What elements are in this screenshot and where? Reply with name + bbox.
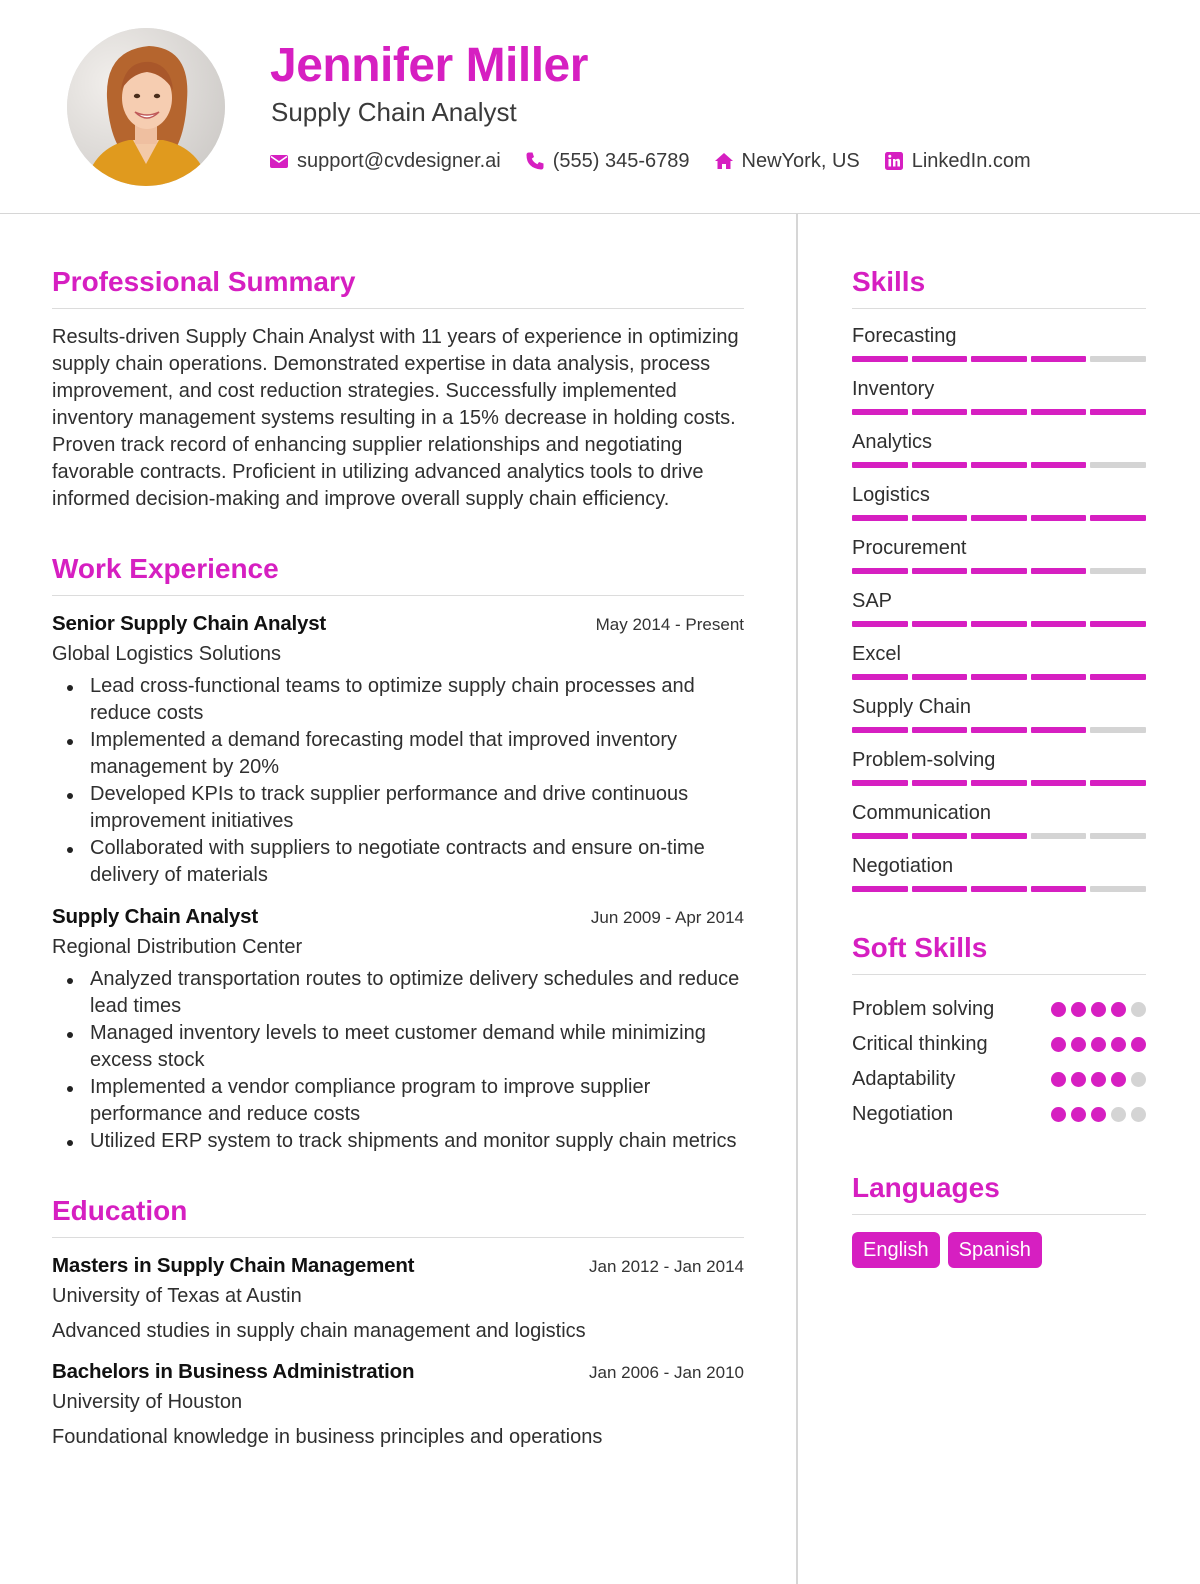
- language-tag: English: [852, 1232, 940, 1268]
- skill-level-segment: [852, 515, 908, 521]
- job-bullet: Managed inventory levels to meet customer demand while minimizing excess stock: [52, 1020, 744, 1074]
- soft-skill-item: [852, 1097, 1146, 1132]
- skill-level-bar: [852, 568, 1146, 574]
- linkedin-icon: [884, 151, 904, 171]
- skill-name: SAP: [852, 590, 893, 612]
- rating-dot: [1111, 1002, 1126, 1017]
- education-entry: [52, 1254, 744, 1344]
- skill-item: [852, 430, 1146, 468]
- contact-bar: [269, 146, 1055, 176]
- envelope-icon: [269, 151, 289, 171]
- skill-name: Procurement: [852, 537, 967, 559]
- skill-item: [852, 854, 1146, 892]
- skill-level-segment: [912, 727, 968, 733]
- soft-skill-rating: [1051, 1072, 1146, 1087]
- summary-section: [52, 264, 744, 513]
- job-title: Senior Supply Chain Analyst: [52, 612, 327, 635]
- languages-list: [852, 1232, 1146, 1268]
- candidate-name: Jennifer Miller: [270, 39, 588, 92]
- skill-level-segment: [971, 621, 1027, 627]
- school-name: University of Houston: [52, 1391, 243, 1413]
- skill-name: Forecasting: [852, 325, 957, 347]
- job-bullet: Collaborated with suppliers to negotiate contracts and ensure on-time delivery of materials: [52, 835, 744, 889]
- skill-name: Analytics: [852, 431, 933, 453]
- skill-level-segment: [971, 568, 1027, 574]
- soft-skill-item: [852, 992, 1146, 1027]
- skill-level-segment: [1031, 568, 1087, 574]
- rating-dot: [1071, 1072, 1086, 1087]
- skill-level-segment: [912, 674, 968, 680]
- rating-dot: [1111, 1072, 1126, 1087]
- contact-location[interactable]: [714, 150, 860, 173]
- skill-level-segment: [1031, 833, 1087, 839]
- job-entry: [52, 612, 744, 889]
- education-description: Advanced studies in supply chain management and logistics: [52, 1320, 586, 1342]
- skill-level-segment: [912, 568, 968, 574]
- soft-skills-heading: Soft Skills: [852, 930, 1146, 975]
- skill-level-segment: [852, 356, 908, 362]
- skill-level-segment: [912, 515, 968, 521]
- resume-header: [0, 0, 1200, 214]
- languages-section: [852, 1170, 1146, 1268]
- skill-level-segment: [852, 780, 908, 786]
- rating-dot: [1051, 1037, 1066, 1052]
- home-icon: [714, 151, 734, 171]
- skill-level-segment: [971, 462, 1027, 468]
- skill-level-segment: [852, 409, 908, 415]
- skill-level-segment: [1090, 462, 1146, 468]
- portrait-image: [67, 28, 225, 186]
- skills-section: [852, 264, 1146, 892]
- skill-level-segment: [852, 568, 908, 574]
- skill-item: [852, 801, 1146, 839]
- education-description: Foundational knowledge in business principles and operations: [52, 1426, 603, 1448]
- skill-name: Logistics: [852, 484, 930, 506]
- skill-level-segment: [1031, 462, 1087, 468]
- skill-level-segment: [912, 409, 968, 415]
- sidebar-column: [852, 264, 1146, 1268]
- skill-level-segment: [971, 833, 1027, 839]
- skill-level-bar: [852, 674, 1146, 680]
- job-bullet: Implemented a vendor compliance program to improve supplier performance and reduce costs: [52, 1074, 744, 1128]
- job-bullet: Utilized ERP system to track shipments and monitor supply chain metrics: [52, 1128, 744, 1155]
- education-dates: Jan 2006 - Jan 2010: [588, 1363, 744, 1382]
- job-dates: Jun 2009 - Apr 2014: [590, 908, 744, 927]
- job-dates: May 2014 - Present: [595, 615, 744, 634]
- rating-dot: [1091, 1002, 1106, 1017]
- skill-level-segment: [1090, 886, 1146, 892]
- skill-level-bar: [852, 356, 1146, 362]
- skills-list: [852, 324, 1146, 892]
- experience-section: [52, 551, 744, 1155]
- skill-level-segment: [971, 409, 1027, 415]
- skill-name: Inventory: [852, 378, 935, 400]
- education-dates: Jan 2012 - Jan 2014: [588, 1257, 744, 1276]
- languages-heading: Languages: [852, 1170, 1146, 1215]
- skill-level-segment: [852, 833, 908, 839]
- skill-item: [852, 324, 1146, 362]
- contact-email-text: support@cvdesigner.ai: [297, 149, 501, 172]
- skill-level-segment: [912, 356, 968, 362]
- soft-skill-rating: [1051, 1037, 1146, 1052]
- job-company: Regional Distribution Center: [52, 936, 303, 958]
- rating-dot: [1051, 1002, 1066, 1017]
- school-name: University of Texas at Austin: [52, 1285, 302, 1307]
- skill-item: [852, 589, 1146, 627]
- skill-level-segment: [1090, 833, 1146, 839]
- skill-level-segment: [1090, 674, 1146, 680]
- rating-dot: [1071, 1037, 1086, 1052]
- rating-dot: [1131, 1107, 1146, 1122]
- rating-dot: [1131, 1072, 1146, 1087]
- skill-item: [852, 377, 1146, 415]
- skill-level-segment: [1090, 356, 1146, 362]
- skill-level-segment: [1090, 727, 1146, 733]
- rating-dot: [1131, 1002, 1146, 1017]
- contact-linkedin-text: LinkedIn.com: [911, 149, 1031, 172]
- job-title: Supply Chain Analyst: [52, 905, 258, 928]
- skill-level-segment: [1090, 515, 1146, 521]
- skill-level-segment: [1031, 515, 1087, 521]
- contact-email[interactable]: [269, 150, 501, 173]
- skill-item: [852, 748, 1146, 786]
- soft-skill-name: Problem solving: [852, 998, 995, 1020]
- skill-level-segment: [912, 780, 968, 786]
- rating-dot: [1071, 1107, 1086, 1122]
- skill-level-segment: [1031, 621, 1087, 627]
- skill-level-segment: [971, 356, 1027, 362]
- skill-level-bar: [852, 780, 1146, 786]
- degree-title: Masters in Supply Chain Management: [52, 1254, 415, 1277]
- skill-level-bar: [852, 833, 1146, 839]
- summary-heading: Professional Summary: [52, 264, 744, 309]
- skill-level-segment: [1031, 674, 1087, 680]
- skill-level-segment: [852, 727, 908, 733]
- skill-level-segment: [971, 886, 1027, 892]
- skill-name: Excel: [852, 643, 901, 665]
- experience-heading: Work Experience: [52, 551, 744, 596]
- soft-skill-rating: [1051, 1107, 1146, 1122]
- job-bullets: [52, 966, 744, 1155]
- rating-dot: [1111, 1107, 1126, 1122]
- skill-level-segment: [1031, 356, 1087, 362]
- skills-heading: Skills: [852, 264, 1146, 309]
- job-company: Global Logistics Solutions: [52, 643, 282, 665]
- skill-level-segment: [971, 727, 1027, 733]
- job-bullet: Lead cross-functional teams to optimize supply chain processes and reduce costs: [52, 673, 744, 727]
- summary-text: Results-driven Supply Chain Analyst with 11 years of experience in optimizing supply chain operations. Demonstrated expertise in data analysis, process improvement, and cost reduction strategies. Successfully implemented inventory management systems resulting in a 15% decrease in holding costs. Proven track record of enhancing supplier relationships and negotiating favorable contracts. Proficient in utilizing advanced analytics tools to drive informed decision-making and improve overall supply chain efficiency.: [52, 326, 739, 510]
- skill-level-segment: [971, 674, 1027, 680]
- job-bullet: Implemented a demand forecasting model that improved inventory management by 20%: [52, 727, 744, 781]
- skill-level-bar: [852, 409, 1146, 415]
- language-tag: Spanish: [948, 1232, 1042, 1268]
- main-column: [52, 264, 744, 1450]
- soft-skill-item: [852, 1062, 1146, 1097]
- skill-level-segment: [1031, 780, 1087, 786]
- skill-level-segment: [852, 621, 908, 627]
- skill-level-segment: [912, 886, 968, 892]
- education-section: [52, 1193, 744, 1450]
- degree-title: Bachelors in Business Administration: [52, 1360, 415, 1383]
- skill-level-segment: [1090, 621, 1146, 627]
- profile-photo: [67, 28, 225, 186]
- skill-name: Problem-solving: [852, 749, 996, 771]
- skill-level-segment: [971, 515, 1027, 521]
- skill-level-segment: [912, 833, 968, 839]
- rating-dot: [1091, 1072, 1106, 1087]
- skill-item: [852, 695, 1146, 733]
- skill-item: [852, 642, 1146, 680]
- soft-skill-item: [852, 1027, 1146, 1062]
- skill-level-segment: [852, 462, 908, 468]
- rating-dot: [1051, 1107, 1066, 1122]
- column-divider: [796, 214, 798, 1584]
- soft-skill-name: Adaptability: [852, 1068, 956, 1090]
- skill-level-bar: [852, 727, 1146, 733]
- skill-level-segment: [912, 621, 968, 627]
- skill-level-bar: [852, 886, 1146, 892]
- rating-dot: [1131, 1037, 1146, 1052]
- contact-phone[interactable]: [525, 150, 690, 173]
- skill-name: Negotiation: [852, 855, 954, 877]
- soft-skill-rating: [1051, 1002, 1146, 1017]
- job-bullet: Analyzed transportation routes to optimize delivery schedules and reduce lead times: [52, 966, 744, 1020]
- rating-dot: [1091, 1107, 1106, 1122]
- skill-level-bar: [852, 515, 1146, 521]
- soft-skill-name: Critical thinking: [852, 1033, 988, 1055]
- skill-level-segment: [1031, 409, 1087, 415]
- skill-level-segment: [912, 462, 968, 468]
- skill-level-bar: [852, 621, 1146, 627]
- skill-level-segment: [852, 886, 908, 892]
- contact-phone-text: (555) 345-6789: [552, 149, 690, 172]
- skill-level-segment: [1090, 780, 1146, 786]
- skill-level-segment: [971, 780, 1027, 786]
- education-heading: Education: [52, 1193, 744, 1238]
- soft-skill-name: Negotiation: [852, 1103, 954, 1125]
- rating-dot: [1051, 1072, 1066, 1087]
- education-entry: [52, 1360, 744, 1450]
- soft-skills-section: [852, 930, 1146, 1132]
- skill-item: [852, 536, 1146, 574]
- skill-level-segment: [1031, 886, 1087, 892]
- skill-level-segment: [1090, 409, 1146, 415]
- job-bullets: [52, 673, 744, 889]
- phone-icon: [525, 151, 545, 171]
- skill-level-bar: [852, 462, 1146, 468]
- rating-dot: [1091, 1037, 1106, 1052]
- rating-dot: [1111, 1037, 1126, 1052]
- skill-name: Supply Chain: [852, 696, 971, 718]
- skill-level-segment: [1031, 727, 1087, 733]
- contact-linkedin[interactable]: [884, 150, 1031, 173]
- skill-level-segment: [852, 674, 908, 680]
- rating-dot: [1071, 1002, 1086, 1017]
- contact-location-text: NewYork, US: [741, 149, 860, 172]
- job-entry: [52, 905, 744, 1155]
- candidate-title: Supply Chain Analyst: [271, 97, 517, 127]
- skill-item: [852, 483, 1146, 521]
- soft-skills-list: [852, 992, 1146, 1132]
- job-bullet: Developed KPIs to track supplier performance and drive continuous improvement initiatives: [52, 781, 744, 835]
- skill-level-segment: [1090, 568, 1146, 574]
- skill-name: Communication: [852, 802, 991, 824]
